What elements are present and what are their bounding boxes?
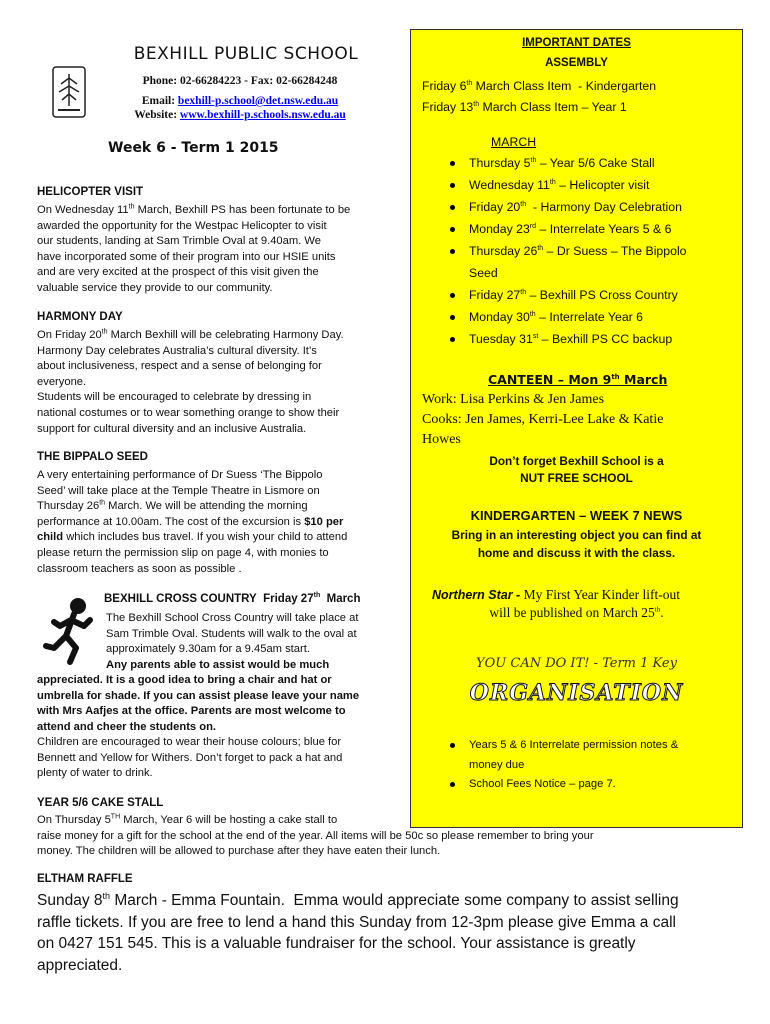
helicopter-body [37, 203, 407, 297]
website-label: Website: [134, 109, 178, 121]
text-line: Children are encouraged to wear their house colours; blue for [37, 736, 342, 748]
text-line: Students will be encouraged to celebrate by dressing in [37, 391, 312, 404]
bippalo-body [37, 468, 407, 577]
text-line: valuable service they provide to our community. [37, 281, 273, 294]
canteen-cooks-cont: Howes [422, 432, 461, 447]
northern-star-line [432, 587, 680, 603]
northern-star-line-2: will be published on March 25th. [489, 605, 664, 620]
raffle-body [37, 890, 757, 976]
text-line: Sam Trimble Oval. Students will walk to the oval at [106, 627, 357, 640]
text-line: Bennett and Yellow for Withers. Don’t forget to pack a hat and [37, 751, 343, 764]
text-line: appreciated. [37, 956, 123, 974]
harmony-heading: HARMONY DAY [37, 311, 123, 323]
email-label: Email: [141, 95, 176, 107]
bullet-icon [450, 782, 455, 787]
organisation-title: ORGANISATION [469, 680, 684, 706]
bullet-icon [450, 227, 455, 232]
bullet-icon [450, 337, 455, 342]
assembly-item: Friday 13th March Class Item – Year 1 [422, 100, 627, 114]
important-dates-panel [410, 29, 743, 828]
school-title: BEXHILL PUBLIC SCHOOL [133, 44, 359, 64]
text-line: our students, landing at Sam Trimble Oval at 9.40am. We [37, 235, 321, 248]
text-line: Sunday 8th March - Emma Fountain. Emma would appreciate some company to assist selling [37, 890, 679, 909]
text-line: A very entertaining performance of Dr Suess ‘The Bippolo [37, 469, 323, 481]
text-line: umbrella for shade. If you can assist please leave your name [37, 689, 360, 702]
canteen-heading: CANTEEN – Mon 9th March [488, 372, 668, 387]
bullet-icon [450, 293, 455, 298]
bippalo-heading: THE BIPPALO SEED [37, 451, 148, 463]
text-line: On Thursday 5TH March, Year 6 will be hosting a cake stall to [37, 813, 338, 826]
list-item: Tuesday 31st – Bexhill PS CC backup [450, 328, 740, 350]
list-item: Friday 27th – Bexhill PS Cross Country [450, 284, 740, 306]
cross-country-tail [37, 735, 407, 782]
assembly-heading: ASSEMBLY [545, 57, 608, 69]
bullet-icon [450, 183, 455, 188]
cake-stall-heading: YEAR 5/6 CAKE STALL [37, 797, 164, 809]
canteen-cooks: Cooks: Jen James, Kerri-Lee Lake & Katie [422, 412, 664, 427]
cross-country-body [106, 611, 406, 673]
text-line: about inclusiveness, respect and a sense of belonging for [37, 360, 322, 373]
list-item: Seed [469, 266, 498, 280]
text-line: On Friday 20th March Bexhill will be celebrating Harmony Day. [37, 328, 344, 341]
list-item: Thursday 5th – Year 5/6 Cake Stall [450, 152, 740, 174]
school-logo-icon [52, 66, 86, 118]
list-item: Monday 30th – Interrelate Year 6 [450, 306, 740, 328]
text-line: money. The children will be allowed to purchase after they have eaten their lunch. [37, 845, 441, 858]
kinder-line: home and discuss it with the class. [477, 546, 676, 560]
email-line [110, 95, 370, 107]
you-can-do-it: YOU CAN DO IT! - Term 1 Key [476, 656, 677, 671]
list-item: School Fees Notice – page 7. [450, 775, 740, 795]
text-line: On Wednesday 11th March, Bexhill PS has been fortunate to be [37, 203, 351, 216]
text-line: on 0427 151 545. This is a valuable fundraiser for the school. Your assistance is greatly [37, 935, 636, 952]
text-line: The Bexhill School Cross Country will take place at [106, 612, 359, 624]
canteen-work: Work: Lisa Perkins & Jen James [422, 392, 605, 407]
kinder-line: Bring in an interesting object you can find at [451, 528, 702, 542]
bullet-icon [450, 161, 455, 166]
kinder-heading: KINDERGARTEN – WEEK 7 NEWS [470, 508, 683, 523]
cross-country-heading: BEXHILL CROSS COUNTRY Friday 27th March [104, 592, 361, 605]
bullet-icon [450, 249, 455, 254]
important-dates-heading: IMPORTANT DATES [522, 37, 631, 49]
runner-icon [36, 596, 102, 668]
text-line: approximately 9.30am for a 9.45am start. [106, 643, 310, 656]
text-line: national costumes or to wear something orange to show their [37, 406, 340, 419]
text-line: Harmony Day celebrates Australia’s cultural diversity. It’s [37, 344, 317, 357]
email-link[interactable]: bexhill-p.school@det.nsw.edu.au [177, 95, 339, 107]
cross-country-bold [37, 673, 407, 735]
march-list [450, 152, 740, 350]
text-line: with Mrs Aafjes at the office. Parents are most welcome to [37, 705, 346, 718]
northern-star-label: Northern Star - [432, 588, 521, 602]
harmony-body [37, 328, 407, 437]
text-line: Thursday 26th March. We will be attending the morning [37, 499, 308, 513]
list-item: Friday 20th - Harmony Day Celebration [450, 196, 740, 218]
text-line: classroom teachers as soon as possible . [37, 562, 242, 575]
text-line: Any parents able to assist would be much [106, 658, 330, 671]
text-line: raise money for a gift for the school at the end of the year. All items will be 50c so please remember to bring your [37, 829, 594, 842]
text-line: raffle tickets. If you are free to lend a hand this Sunday from 12-3pm please give Emma a call [37, 913, 676, 931]
list-item: Thursday 26th – Dr Suess – The Bippolo [450, 240, 740, 262]
week-title: Week 6 - Term 1 2015 [108, 140, 279, 156]
text-line: Seed’ will take place at the Temple Theatre in Lismore on [37, 484, 320, 497]
assembly-item: Friday 6th March Class Item - Kindergarten [422, 79, 657, 93]
text-line: and are very excited at the prospect of this visit given the [37, 266, 319, 279]
list-item: Wednesday 11th – Helicopter visit [450, 174, 740, 196]
text-line: performance at 10.00am. The cost of the excursion is $10 per [37, 515, 344, 528]
notes-list [450, 736, 740, 795]
website-line [110, 109, 370, 121]
list-item: Years 5 & 6 Interrelate permission notes & [450, 736, 740, 756]
bullet-icon [450, 205, 455, 210]
phone-line: Phone: 02-66284223 - Fax: 02-66284248 [142, 75, 338, 87]
list-item: Monday 23rd – Interrelate Years 5 & 6 [450, 218, 740, 240]
list-item: money due [469, 758, 525, 771]
website-link[interactable]: www.bexhill-p.schools.nsw.edu.au [179, 109, 346, 121]
text-line: have incorporated some of their program into our HSIE units [37, 250, 336, 263]
bullet-icon [450, 743, 455, 748]
text-line: appreciated. It is a good idea to bring a chair and hat or [37, 674, 332, 686]
helicopter-heading: HELICOPTER VISIT [37, 186, 144, 198]
march-heading: MARCH [491, 135, 537, 149]
nut-free-school: NUT FREE SCHOOL [520, 471, 633, 485]
text-line: awarded the opportunity for the Westpac Helicopter to visit [37, 219, 327, 232]
bullet-icon [450, 315, 455, 320]
northern-star-text: My First Year Kinder lift-out [520, 587, 680, 602]
raffle-heading: ELTHAM RAFFLE [37, 873, 133, 885]
text-line: child which includes bus travel. If you wish your child to attend [37, 531, 348, 544]
text-line: plenty of water to drink. [37, 767, 153, 780]
text-line: support for cultural diversity and an inclusive Australia. [37, 422, 307, 435]
text-line: please return the permission slip on page 4, with monies to [37, 546, 329, 559]
text-line: everyone. [37, 375, 87, 388]
nut-free-line: Don’t forget Bexhill School is a [489, 454, 664, 468]
text-line: attend and cheer the students on. [37, 720, 217, 733]
